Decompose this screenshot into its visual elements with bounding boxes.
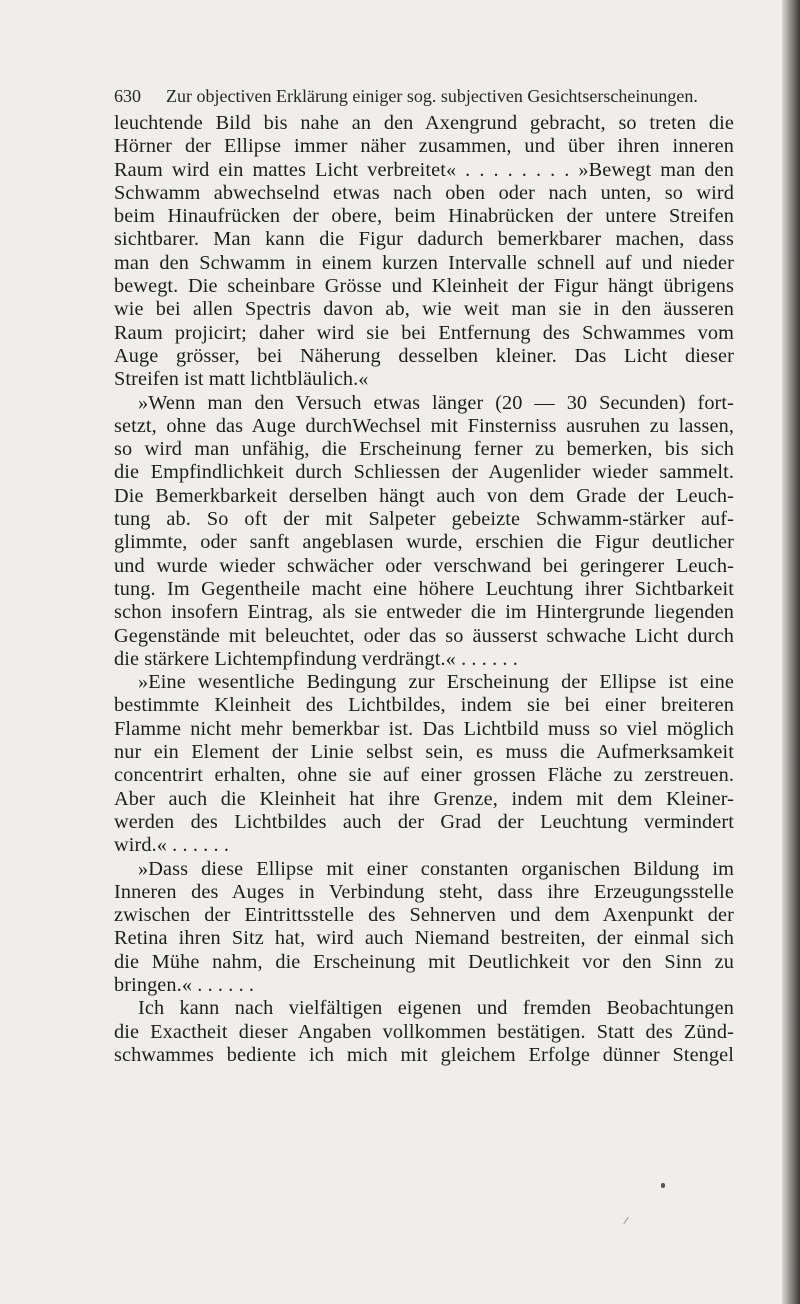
running-title: Zur objectiven Erklärung einiger sog. subjectiven Gesichtserscheinungen. [166, 86, 698, 106]
text-line: Streifen ist matt lichtbläulich.« [114, 368, 369, 391]
text-line: sichtbarer. Man kann die Figur dadurch bemerkbarer machen, dass [114, 228, 734, 251]
text-line: »Eine wesentliche Bedingung zur Erscheinung der Ellipse ist eine [138, 671, 734, 694]
text-line: Auge grösser, bei Näherung desselben kleiner. Das Licht dieser [114, 344, 734, 367]
text-line: tung ab. So oft der mit Salpeter gebeizte Schwamm-stärker auf- [114, 508, 734, 531]
text-line: Inneren des Auges in Verbindung steht, dass ihre Erzeugungsstelle [114, 880, 734, 903]
running-header [114, 86, 734, 107]
text-line: »Wenn man den Versuch etwas länger (20 — 30 Secunden) fort- [138, 391, 734, 414]
text-line: werden des Lichtbildes auch der Grad der Leuchtung vermindert [114, 810, 734, 833]
text-line: Retina ihren Sitz hat, wird auch Niemand bestreiten, der einmal sich [114, 927, 734, 950]
text-line: Schwamm abwechselnd etwas nach oben oder nach unten, so wird [114, 181, 734, 204]
text-line: Raum projicirt; daher wird sie bei Entfernung des Schwammes vom [114, 321, 734, 344]
text-line: die Empfindlichkeit durch Schliessen der Augenlider wieder sammelt. [114, 461, 734, 484]
text-line: bestimmte Kleinheit des Lichtbildes, indem sie bei einer breiteren [114, 694, 734, 717]
text-line: wie bei allen Spectris davon ab, wie weit man sie in den äusseren [114, 298, 734, 321]
text-line: Gegenstände mit beleuchtet, oder das so äusserst schwache Licht durch [114, 624, 734, 647]
page-number: 630 [114, 86, 141, 106]
text-line: glimmte, oder sanft angeblasen wurde, erschien die Figur deutlicher [114, 531, 734, 554]
text-line: schon insofern Eintrag, als sie entweder die im Hintergrunde liegenden [114, 601, 734, 624]
text-line: tung. Im Gegentheile macht eine höhere Leuchtung ihrer Sichtbarkeit [114, 577, 734, 600]
text-line: zwischen der Eintrittsstelle des Sehnerven und dem Axenpunkt der [114, 904, 734, 927]
text-line: leuchtende Bild bis nahe an den Axengrund gebracht, so treten die [114, 112, 734, 134]
text-line: und wurde wieder schwächer oder verschwand bei geringerer Leuch- [114, 554, 734, 577]
text-line: schwammes bediente ich mich mit gleichem Erfolge dünner Stengel [114, 1043, 734, 1066]
text-line: wird.« . . . . . . [114, 834, 230, 857]
text-line: Raum wird ein mattes Licht verbreitet« . . . . . . . . »Bewegt man den [114, 158, 734, 181]
body-text [114, 112, 734, 1067]
text-line: concentrirt erhalten, ohne sie auf einer grossen Fläche zu zerstreuen. [114, 764, 734, 787]
ink-speck [661, 1183, 665, 1188]
text-line: setzt, ohne das Auge durchWechsel mit Finsterniss ausruhen zu lassen, [114, 414, 734, 437]
text-line: die stärkere Lichtempfindung verdrängt.« . . . . . . [114, 647, 518, 670]
text-line: Hörner der Ellipse immer näher zusammen, und über ihren inneren [114, 135, 734, 158]
text-line: bringen.« . . . . . . [114, 973, 255, 996]
text-line: man den Schwamm in einem kurzen Intervalle schnell auf und nieder [114, 251, 734, 274]
text-line: Aber auch die Kleinheit hat ihre Grenze, indem mit dem Kleiner- [114, 787, 734, 810]
text-line: so wird man unfähig, die Erscheinung ferner zu bemerken, bis sich [114, 438, 734, 461]
text-line: nur ein Element der Linie selbst sein, es muss die Aufmerksamkeit [114, 741, 734, 764]
pencil-mark [623, 1217, 628, 1224]
text-line: beim Hinaufrücken der obere, beim Hinabrücken der untere Streifen [114, 205, 734, 228]
book-spine-shadow [782, 0, 800, 1304]
text-line: bewegt. Die scheinbare Grösse und Kleinheit der Figur hängt übrigens [114, 275, 734, 298]
text-line: die Exactheit dieser Angaben vollkommen bestätigen. Statt des Zünd- [114, 1020, 734, 1043]
text-line: »Dass diese Ellipse mit einer constanten organischen Bildung im [138, 857, 734, 880]
text-line: die Mühe nahm, die Erscheinung mit Deutlichkeit vor den Sinn zu [114, 950, 734, 973]
text-line: Ich kann nach vielfältigen eigenen und fremden Beobachtungen [138, 997, 734, 1020]
text-line: Flamme nicht mehr bemerkbar ist. Das Lichtbild muss so viel möglich [114, 717, 734, 740]
text-line: Die Bemerkbarkeit derselben hängt auch von dem Grade der Leuch- [114, 484, 734, 507]
